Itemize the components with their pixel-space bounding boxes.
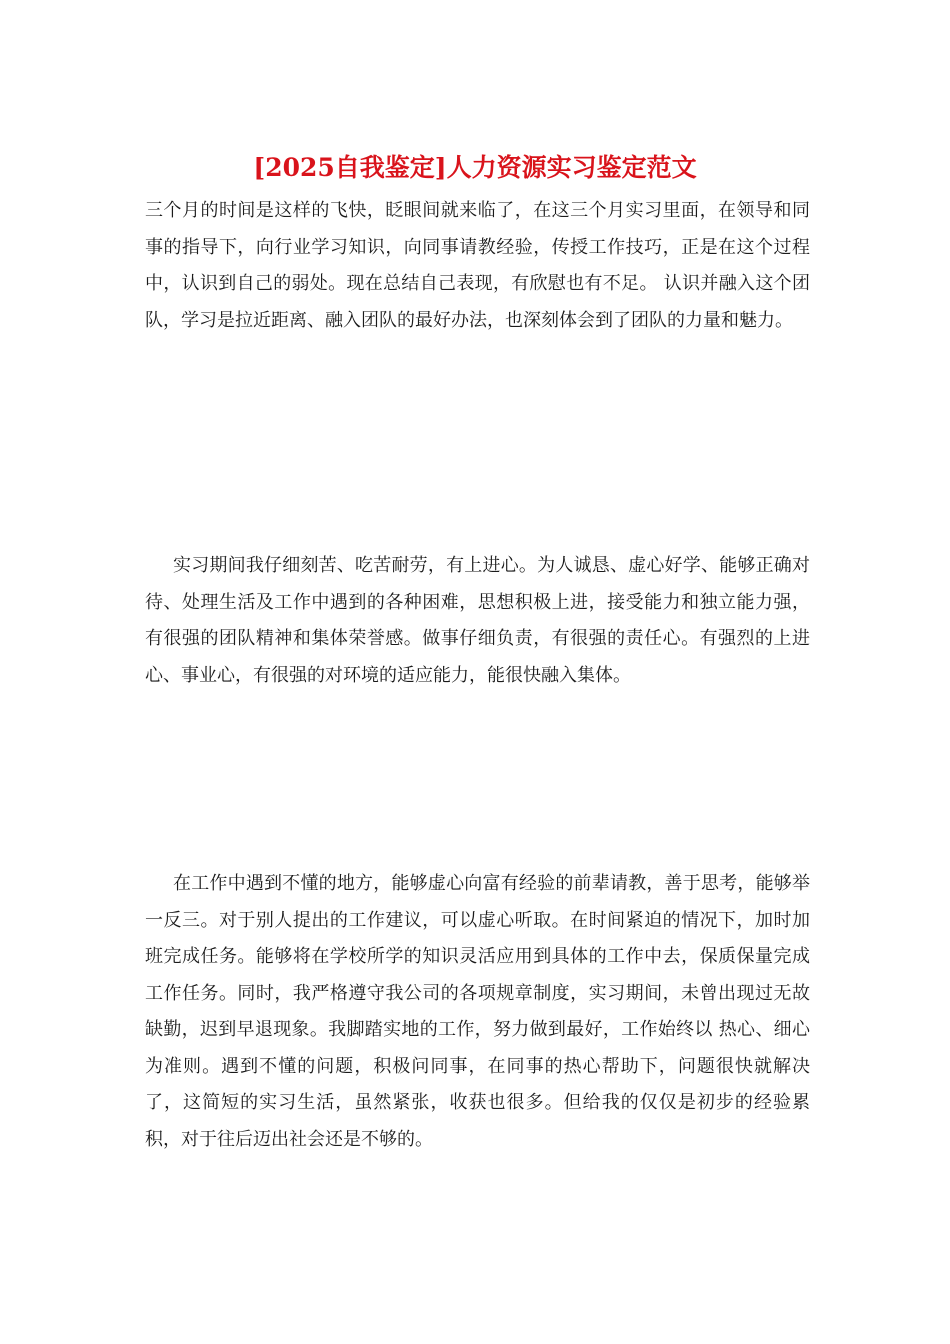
paragraph-1: 三个月的时间是这样的飞快，眨眼间就来临了，在这三个月实习里面，在领导和同事的指导下，向行业学习知识，向同事请教经验，传授工作技巧，正是在这个过程中，认识到自己的弱处。现在总结自己表现，有欣慰也有不足。 认识并融入这个团队，学习是拉近距离、融入团队的最好办法，也深刻体会到了团队的力量和魅力。 xyxy=(145,200,810,331)
paragraph-2: 实习期间我仔细刻苦、吃苦耐劳，有上进心。为人诚恳、虚心好学、能够正确对待、处理生活及工作中遇到的各种困难，思想积极上进，接受能力和独立能力强，有很强的团队精神和集体荣誉感。做事仔细负责，有很强的责任心。有强烈的上进心、事业心，有很强的对环境的适应能力，能很快融入集体。 xyxy=(145,555,810,686)
paragraph-3: 在工作中遇到不懂的地方，能够虚心向富有经验的前辈请教，善于思考，能够举一反三。对于别人提出的工作建议，可以虚心听取。在时间紧迫的情况下，加时加班完成任务。能够将在学校所学的知识灵活应用到具体的工作中去，保质保量完成工作任务。同时，我严格遵守我公司的各项规章制度，实习期间，未曾出现过无故缺勤，迟到早退现象。我脚踏实地的工作，努力做到最好，工作始终以 热心、细心 为准则。遇到不懂的问题，积极问同事，在同事的热心帮助下，问题很快就解决了，这简短的实习生活，虽然紧张，收获也很多。但给我的仅仅是初步的经验累积，对于往后迈出社会还是不够的。 xyxy=(145,873,810,1150)
document-title: [2025自我鉴定]人力资源实习鉴定范文 xyxy=(253,153,697,182)
